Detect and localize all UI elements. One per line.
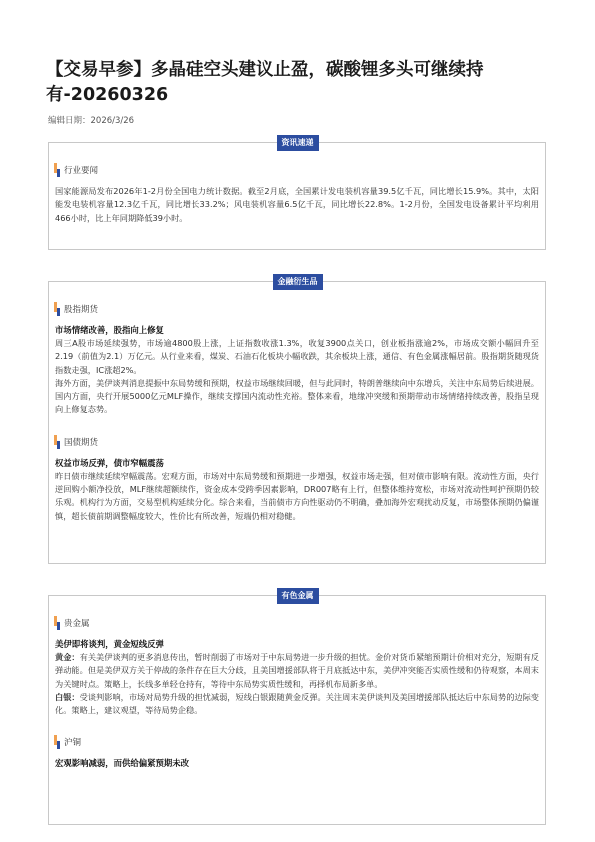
section-marker-icon [54,616,57,626]
sub-heading-copper: 沪铜 [54,737,545,749]
precious-metals-heading: 美伊即将谈判，黄金短线反弹 [55,639,164,649]
silver-label: 白银： [55,691,80,702]
stock-index-paragraph-1: 周三A股市场延续强势，市场逾4800股上涨，上证指数收涨1.3%，收复3900点关口，创业板指涨逾2%，市场成交额小幅回升至2.19（前值为2.1）万亿元。从行业来看，煤炭、石油石化板块小幅收跌，其余板块上涨，通信、有色金属涨幅居前。股指期货随现货指数走强，IC涨超2%。 [55,338,539,375]
section-marker-icon [54,735,57,745]
bond-heading: 权益市场反弹，债市窄幅震荡 [55,457,164,468]
nonferrous-metals-section [48,595,546,825]
copper-heading: 宏观影响减弱，而供给偏紧预期未改 [55,758,189,769]
section-tag-news: 资讯速递 [277,135,319,151]
edit-date: 编辑日期：2026/3/26 [48,116,135,126]
sub-heading-precious-metals: 贵金属 [54,618,545,630]
gold-label: 黄金： [55,652,80,662]
section-tag-financial-derivatives: 金融衍生品 [273,274,323,290]
gold-paragraph [49,651,545,691]
stock-index-heading: 市场情绪改善，股指向上修复 [55,325,164,335]
gold-text: 有关美伊谈判的更多消息传出，暂时削弱了市场对于中东局势进一步升级的担忧。金价对货币紧缩预期计价相对充分，短期有反弹动能。但是美伊双方关于停战的条件存在巨大分歧，且美国增援部队将于月底抵达中东，美伊冲突能否实质性缓和仍待观察，本周末为关键时点。策略上，长线多单轻仓持有，等待中东局势实质性缓和，再择机布局新多单。 [55,652,539,689]
section-marker-icon [54,435,57,445]
news-section [48,142,546,250]
sub-heading-industry-news: 行业要闻 [54,165,545,177]
document-title: 【交易早参】多晶硅空头建议止盈，碳酸锂多头可继续持有-20260326 [46,60,484,105]
silver-text: 受谈判影响，市场对局势升级的担忧减弱，短线白银跟随黄金反弹。关注周末美伊谈判及美国增援部队抵达后中东局势的边际变化。策略上，建议观望，等待局势企稳。 [55,691,539,716]
section-marker-icon [54,302,57,312]
stock-index-paragraph-2: 海外方面，美伊谈判消息提振中东局势缓和预期，权益市场继续回暖，但与此同时，特朗普继续向中东增兵，关注中东局势后续进展。国内方面，央行开展5000亿元MLF操作，继续支撑国内流动性充裕。整体来看，地缘冲突缓和预期带动市场情绪持续改善，股指呈现向上修复态势。 [55,377,539,415]
bond-paragraph: 昨日债市继续延续窄幅震荡。宏观方面，市场对中东局势缓和预期进一步增强，权益市场走强，但对债市影响有限。流动性方面，央行逆回购小额净投放，MLF继续超额续作，资金成本受跨季因素影响，DR007略有上行，但整体维持宽松，市场对流动性呵护预期仍较乐观。机构行为方面，交易型机构延续分化。综合来看，当前债市方向性驱动仍不明确，叠加海外宏观扰动反复，市场整体预期仍偏谨慎，超长债前期调整幅度较大，性价比有所改善，短端仍相对稳健。 [55,470,539,521]
section-marker-icon [54,163,57,173]
silver-paragraph [49,691,545,718]
sub-heading-bond-futures: 国债期货 [54,437,545,449]
section-tag-nonferrous-metals: 有色金属 [277,588,319,604]
financial-derivatives-section [48,281,546,564]
sub-heading-stock-index-futures: 股指期货 [54,304,545,316]
news-paragraph: 国家能源局发布2026年1-2月份全国电力统计数据。截至2月底，全国累计发电装机容量39.5亿千瓦，同比增长15.9%。其中，太阳能发电装机容量12.3亿千瓦，同比增长33.2%；风电装机容量6.5亿千瓦，同比增长22.8%。1-2月份，全国发电设备累计平均利用466小时，比上年同期降低39小时。 [55,186,539,223]
